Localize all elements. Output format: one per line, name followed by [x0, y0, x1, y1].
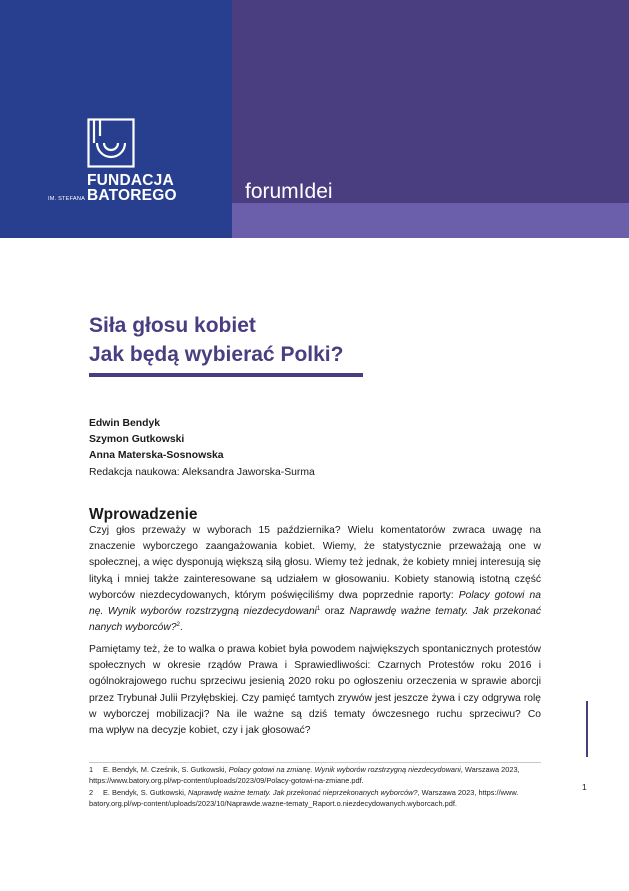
- p1-line-5-text: wyborców niezdecydowanych, którym poświęciliśmy dwa poprzednie raporty:: [89, 589, 459, 601]
- paragraph-1: [89, 523, 541, 636]
- title-line-2: Jak będą wybierać Polki?: [89, 343, 344, 366]
- footnote-2-rest: , Warszawa 2023, https://www.: [417, 788, 519, 797]
- p2-line-3: ogólnokrajowego ruchu sprzeciwu jesienią 2020 roku po ogłoszeniu orzeczenia w sprawie aborcji: [89, 676, 541, 688]
- p1-line-6-mid: oraz: [320, 605, 350, 617]
- footnote-ref-1[interactable]: 1: [316, 605, 321, 612]
- report-1-title-start: Polacy gotowi na: [458, 589, 541, 601]
- p1-line-7-end: .: [179, 622, 183, 634]
- logo-wordmark: [87, 173, 177, 203]
- p2-line-6: ma wpływ na decyzje kobiet, czy i jak głosować?: [89, 724, 311, 736]
- footnote-2-number: 2: [89, 788, 94, 797]
- document-title: [89, 311, 343, 369]
- author-1: Edwin Bendyk: [89, 418, 161, 429]
- p2-line-4: przez Trybunał Julii Przyłębskiej. Czy pamięć tamtych zrywów jest jeszcze żywa i czy odgrywa rolę: [89, 692, 541, 704]
- title-line-1: Siła głosu kobiet: [89, 314, 256, 337]
- p1-line-3: społecznej, a więc dysponują większą siłą głosu. Wiemy też jednak, że kobiety mniej interesują się: [89, 557, 541, 569]
- logo-line-1: FUNDACJA: [87, 172, 174, 189]
- footnote-2-title: Naprawdę ważne tematy. Jak przekonać nieprzekonanych wyborców?: [188, 788, 418, 797]
- footnote-1-number: 1: [89, 765, 94, 774]
- series-name: forumIdei: [245, 180, 333, 203]
- section-heading: Wprowadzenie: [89, 506, 198, 523]
- scientific-editor: Redakcja naukowa: Aleksandra Jaworska-Surma: [89, 466, 315, 478]
- report-1-title-end: nę. Wynik wyborów rozstrzygną niezdecydowani: [89, 605, 317, 617]
- footnote-divider: [89, 762, 541, 763]
- footnote-1-title: Polacy gotowi na zmianę. Wynik wyborów rozstrzygną niezdecydowani: [228, 765, 461, 774]
- p1-line-2: znaczenie wyborczego zaangażowania kobiet. Wiemy, że statystycznie przeważają one w: [89, 541, 541, 553]
- p2-line-2: społecznych w okresie rządów Prawa i Sprawiedliwości: Czarnych Protestów roku 2016 i: [89, 660, 541, 672]
- author-list: [89, 416, 315, 481]
- side-accent-bar: [586, 701, 588, 757]
- paragraph-2: [89, 642, 541, 739]
- page-number: 1: [582, 782, 587, 792]
- p2-line-1: Pamiętamy też, że to walka o prawa kobiet była powodem największych spontanicznych protestów: [89, 644, 541, 655]
- fundacja-logo-icon: [87, 118, 135, 168]
- footnote-ref-2[interactable]: 2: [176, 622, 180, 629]
- report-2-title-start: Naprawdę ważne tematy. Jak przekonać: [349, 605, 541, 617]
- footnote-2-url[interactable]: batory.org.pl/wp-content/uploads/2023/10/Naprawde.wazne-tematy_Raport.o.niezdecydowanych.wyborcach.pdf.: [89, 799, 457, 809]
- logo-small-text: IM. STEFANA: [48, 196, 86, 202]
- title-underline: [89, 373, 363, 377]
- footnote-2: [89, 787, 541, 810]
- header-band-strip: [232, 203, 629, 238]
- p2-line-5: w wyborczej mobilizacji? Na ile ważne są dziś tematy ówczesnego ruchu sprzeciwu? Co: [89, 708, 541, 720]
- footnote-1-url[interactable]: https://www.batory.org.pl/wp-content/uploads/2023/09/Polacy-gotowi-na-zmiane.pdf.: [89, 776, 364, 786]
- author-3: Anna Materska-Sosnowska: [89, 450, 224, 462]
- footnote-1: [89, 764, 541, 787]
- footnote-2-authors: E. Bendyk, S. Gutkowski,: [103, 788, 189, 797]
- footnote-1-rest: , Warszawa 2023,: [460, 765, 520, 774]
- p1-line-1: Czyj głos przeważy w wyborach 15 października? Wielu komentatorów zwraca uwagę na: [89, 525, 541, 536]
- footnote-1-authors: E. Bendyk, M. Cześnik, S. Gutkowski,: [103, 765, 229, 774]
- p1-line-6: [89, 604, 541, 620]
- author-2: Szymon Gutkowski: [89, 434, 185, 446]
- report-2-title-end: nanych wyborców?: [89, 622, 177, 634]
- p1-line-4: lityką i mniej także zainteresowane są udziałem w głosowaniu. Kobiety stanowią istotną część: [89, 573, 541, 585]
- p1-line-5: [89, 588, 541, 604]
- p1-line-7: [89, 620, 541, 636]
- logo-line-2: BATOREGO: [87, 187, 177, 204]
